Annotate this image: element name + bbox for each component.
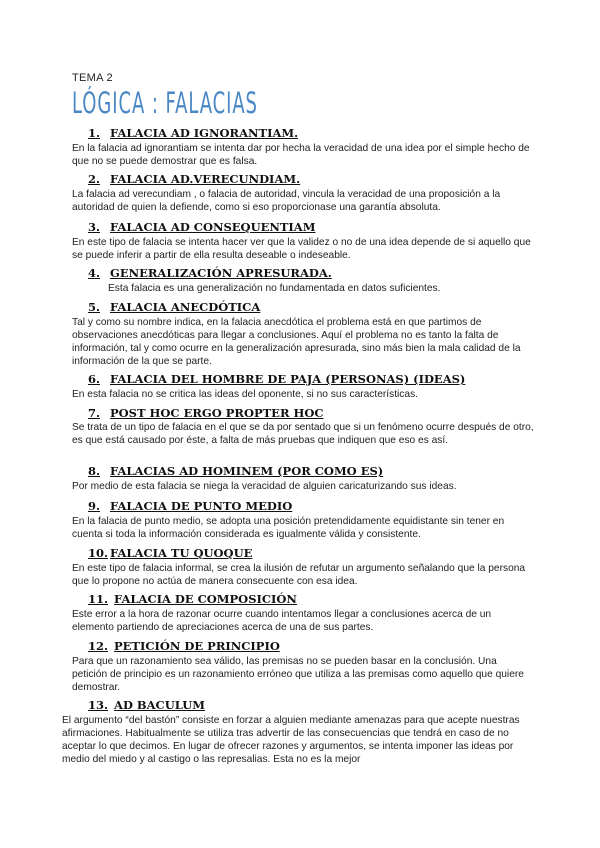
section-13-text: El argumento “del bastón” consiste en forzar a alguien mediante amenazas para que acepte nuestras afirmaciones. Habitualmente se utiliza tras advertir de las consecuencias que tendrá en caso de no aceptar lo que decimos. En lugar de ofrecer razones y argumentos, se intenta imponer las ideas por medio del miedo y al castigo o las represalias. Esta no es la mejor: [62, 715, 520, 765]
section-7-text: Se trata de un tipo de falacia en el que se da por sentado que si un fenómeno ocurre después de otro, es que está causado por éste, a falta de más pruebas que indiquen que eso es así.: [72, 422, 534, 446]
section-6-text: En esta falacia no se critica las ideas del oponente, si no sus características.: [72, 389, 418, 400]
section-10-text: En este tipo de falacia informal, se crea la ilusión de refutar un argumento señalando que la persona que lo propone no actúa de manera consecuente con esa idea.: [72, 563, 526, 587]
section-10-heading: 10. FALACIA TU QUOQUE: [88, 546, 253, 560]
section-7-heading: 7. POST HOC ERGO PROPTER HOC: [88, 406, 324, 420]
section-8-heading: 8. FALACIAS AD HOMINEM (POR COMO ES): [88, 464, 384, 478]
section-4-heading: 4. GENERALIZACIÓN APRESURADA.: [88, 266, 332, 280]
section-6-heading: 6. FALACIA DEL HOMBRE DE PAJA (PERSONAS) (IDEAS): [88, 372, 466, 386]
section-5-text: Tal y como su nombre indica, en la falacia anecdótica el problema está en que partimos de observaciones anecdóticas para llegar a conclusiones. Aquí el problema no es tanto la falta de información, tal y como ocurre en la generalización apresurada, sino más bien la mala calidad de la información de la que se parte.: [72, 317, 521, 367]
section-1-heading: 1. FALACIA AD IGNORANTIAM.: [88, 126, 299, 140]
section-3-heading: 3. FALACIA AD CONSEQUENTIAM: [88, 220, 316, 234]
tema-label: TEMA 2: [72, 72, 113, 84]
section-5-heading: 5. FALACIA ANECDÓTICA: [88, 300, 261, 314]
section-13-heading: 13. AD BACULUM: [88, 698, 205, 712]
section-3-text: En este tipo de falacia se intenta hacer ver que la validez o no de una idea depende de si aquello que se puede inferir a partir de ella resulta deseable o indeseable.: [72, 237, 531, 261]
section-8-text: Por medio de esta falacia se niega la veracidad de alguien caricaturizando sus ideas.: [72, 481, 457, 492]
section-4-text: Esta falacia es una generalización no fundamentada en datos suficientes.: [108, 283, 441, 294]
section-12-text: Para que un razonamiento sea válido, las premisas no se pueden basar en la conclusión. Una petición de principio es un razonamiento erróneo que utiliza a las premisas como aquello que quiere demostrar.: [72, 656, 524, 693]
section-2-text: La falacia ad verecundiam , o falacia de autoridad, vincula la veracidad de una proposición a la autoridad de quien la defiende, como si eso proporcionase una garantía absoluta.: [72, 189, 501, 213]
section-2-heading: 2. FALACIA AD.VERECUNDIAM.: [88, 172, 301, 186]
section-12-heading: 12. PETICIÓN DE PRINCIPIO: [88, 639, 280, 653]
section-9-heading: 9. FALACIA DE PUNTO MEDIO: [88, 499, 293, 513]
section-11-heading: 11. FALACIA DE COMPOSICIÓN: [88, 592, 297, 606]
page-title: LÓGICA : FALACIAS: [72, 86, 258, 120]
section-1-text: En la falacia ad ignorantiam se intenta dar por hecha la veracidad de una idea por el simple hecho de que no se puede demostrar que es falsa.: [72, 143, 530, 167]
section-9-text: En la falacia de punto medio, se adopta una posición pretendidamente equidistante sin tener en cuenta si toda la información considerada es igualmente válida y consistente.: [72, 516, 505, 540]
section-11-text: Este error a la hora de razonar ocurre cuando intentamos llegar a conclusiones acerca de un elemento partiendo de apreciaciones acerca de una de sus partes.: [72, 609, 492, 633]
